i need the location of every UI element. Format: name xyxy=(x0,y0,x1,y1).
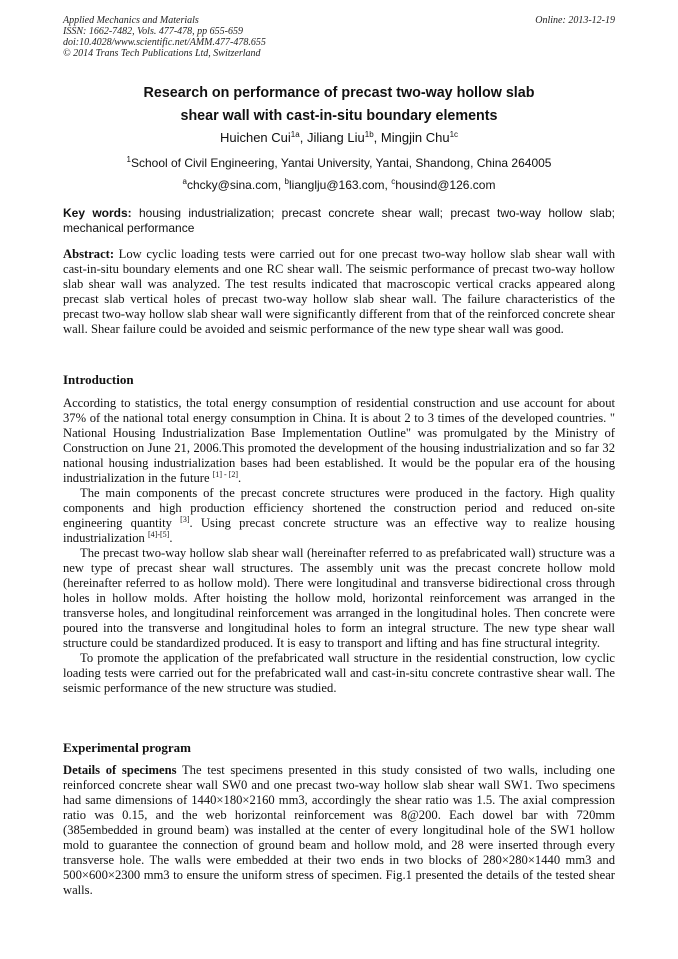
keywords-text: housing industrialization; precast concrete shear wall; precast two-way hollow slab; mechanical performance xyxy=(63,206,615,235)
paragraph-text: . xyxy=(238,471,242,485)
author-affiliation-mark: 1c xyxy=(449,130,459,139)
paper-title xyxy=(63,82,615,128)
abstract-label: Abstract: xyxy=(63,247,115,261)
paragraph: The precast two-way hollow slab shear wall (hereinafter referred to as prefabricated wall) structure was a new type of precast shear wall structures. The assembly unit was the precast concrete hollow mold (hereinafter referred to as hollow mold). There were longitudinal and transverse bidirectional cross through holes in hollow molds. After hoisting the hollow mold, horizontal reinforcement was arranged in the transverse holes, and longitudinal reinforcement was arranged in the longitudinal holes. Then concrete were poured into the transverse and longitudinal holes to form an integral structure. The new type shear wall structure could be standardized produced. It is easy to transport and lifting and has fine structural integrity. xyxy=(63,546,615,650)
email-address: lianglju@163.com, xyxy=(288,178,392,192)
paragraph-text: . Using precast concrete structure was an effective way to realize housing industrialization xyxy=(63,516,615,545)
paragraph-text: The main components of the precast concrete structures were produced in the factory. High quality components and high production efficiency shortened the construction period and reduced on-site engineering quantity xyxy=(63,486,615,530)
author-separator: , xyxy=(373,130,381,145)
affiliation-text: School of Civil Engineering, Yantai University, Yantai, Shandong, China 264005 xyxy=(130,156,552,170)
subsection-label: Details of specimens xyxy=(63,763,177,777)
experimental-body xyxy=(63,763,615,898)
email-address: chcky@sina.com, xyxy=(186,178,285,192)
online-date: Online: 2013-12-19 xyxy=(535,15,615,26)
email-address: housind@126.com xyxy=(395,178,496,192)
keywords-label: Key words: xyxy=(63,206,132,220)
issn-line: ISSN: 1662-7482, Vols. 477-478, pp 655-659 xyxy=(63,26,243,37)
author-affiliation-mark: 1b xyxy=(364,130,374,139)
author-name: Mingjin Chu xyxy=(380,130,450,145)
author-affiliation-mark: 1a xyxy=(290,130,300,139)
abstract xyxy=(63,247,615,337)
citation: [4]-[5] xyxy=(148,530,170,539)
page-header xyxy=(63,15,615,59)
paragraph xyxy=(63,396,615,486)
paragraph-text: . xyxy=(169,531,173,545)
author-name: Huichen Cui xyxy=(219,130,291,145)
author-list xyxy=(63,130,615,146)
title-line-1: Research on performance of precast two-way hollow slab xyxy=(143,85,535,101)
citation: [3] xyxy=(180,515,190,524)
journal-name: Applied Mechanics and Materials xyxy=(63,15,199,26)
paragraph xyxy=(63,486,615,546)
keywords xyxy=(63,206,615,236)
doi-line: doi:10.4028/www.scientific.net/AMM.477-478.655 xyxy=(63,37,266,48)
copyright-line: © 2014 Trans Tech Publications Ltd, Switzerland xyxy=(63,48,261,59)
paragraph-text: According to statistics, the total energy consumption of residential construction and use account for about 37% of the national total energy consumption in China. It is about 2 to 3 times of the developed countries. " National Housing Industrialization Base Implementation Outline" was promulgated by the Ministry of Construction on June 21, 2006.This promoted the development of the housing industrialization and so far 32 national housing industrialization bases had been established. It would be the popular era of the housing industrialization in the future xyxy=(63,396,615,485)
author-separator: , xyxy=(299,130,307,145)
title-line-2: shear wall with cast-in-situ boundary elements xyxy=(180,108,498,124)
section-heading-experimental: Experimental program xyxy=(63,740,191,755)
email-mark: c xyxy=(391,177,396,186)
email-mark: b xyxy=(284,177,289,186)
citation: [1] - [2] xyxy=(212,470,239,479)
introduction-body xyxy=(63,396,615,696)
paragraph: To promote the application of the prefabricated wall structure in the residential construction, low cyclic loading tests were carried out for the prefabricated wall and cast-in-situ concrete contrastive shear wall. The seismic performance of the new structure was studied. xyxy=(63,651,615,695)
affiliation-mark: 1 xyxy=(126,155,131,164)
email-list xyxy=(63,178,615,193)
affiliation xyxy=(63,156,615,171)
email-mark: a xyxy=(182,177,187,186)
paragraph xyxy=(63,763,615,898)
paragraph-text: The test specimens presented in this study consisted of two walls, including one reinforced concrete shear wall SW0 and one precast two-way hollow slab shear wall SW1. Two specimens had same dimensions of 1440×180×2160 mm3, accordingly the shear ratio was 1.5. The axial compression ratio was 0.15, and the web horizontal reinforcement was 8@200. Each dowel bar with 720mm (385embedded in ground beam) was installed at the center of every longitudinal hole of the SW1 hollow mold to guarantee the connection of ground beam and hollow mold, and 28 were inserted through every transverse hole. The walls were embedded at their two ends in two blocks of 280×280×1440 mm3 and 500×600×2300 mm3 to ensure the uniform stress of specimen. Fig.1 presented the details of the tested shear walls. xyxy=(63,763,615,897)
abstract-text: Low cyclic loading tests were carried out for one precast two-way hollow slab shear wall with cast-in-situ boundary elements and one RC shear wall. The seismic performance of precast two-way hollow slab shear wall was analyzed. The test results indicated that macroscopic vertical cracks appeared along precast slab vertical holes of precast two-way hollow slab shear wall. The failure characteristics of the precast two-way hollow slab shear wall were significantly different from that of the reinforced concrete shear wall. Shear failure could be avoided and seismic performance of the new type shear wall was good. xyxy=(63,247,615,336)
author-name: Jiliang Liu xyxy=(306,130,365,145)
section-heading-introduction: Introduction xyxy=(63,372,134,387)
